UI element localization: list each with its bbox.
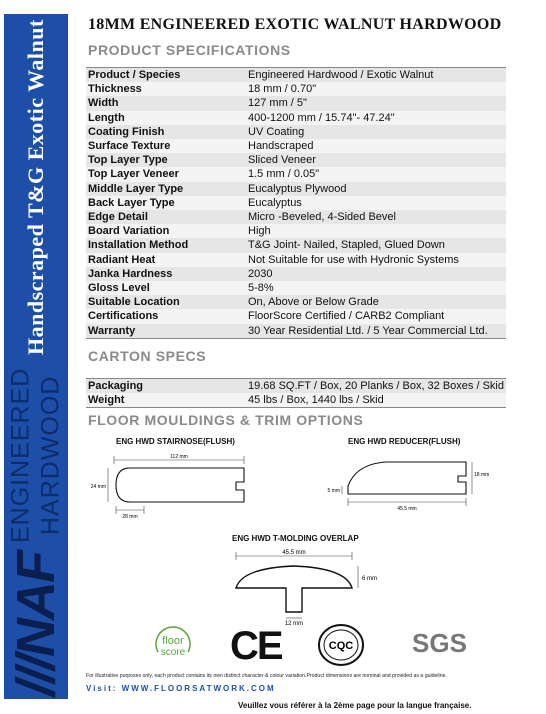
spec-label: Top Layer Type bbox=[88, 154, 168, 167]
carton-label: Packaging bbox=[88, 380, 144, 392]
spec-label: Surface Texture bbox=[88, 140, 171, 153]
carton-row bbox=[86, 393, 506, 408]
spec-value: Sliced Veneer bbox=[248, 154, 316, 167]
spec-label: Gloss Level bbox=[88, 282, 150, 295]
disclaimer-text: For illustrative purposes only, each product contains its own distinct character & colour variation.Product dimensions are nominal and provided as a guideline. bbox=[86, 673, 447, 679]
carton-label: Weight bbox=[88, 394, 125, 407]
spec-row bbox=[86, 196, 506, 210]
spec-value: Eucalyptus Plywood bbox=[248, 182, 347, 195]
spec-value: Handscraped bbox=[248, 140, 314, 153]
reducer-height-label: 18 mm bbox=[474, 472, 490, 478]
spec-row bbox=[86, 125, 506, 139]
spec-label: Certifications bbox=[88, 310, 159, 323]
reducer-title: ENG HWD REDUCER(FLUSH) bbox=[348, 437, 461, 446]
spec-row bbox=[86, 267, 506, 281]
spec-label: Radiant Heat bbox=[88, 253, 156, 266]
carton-specs-table bbox=[86, 378, 506, 408]
spec-row bbox=[86, 153, 506, 167]
carton-row bbox=[86, 379, 506, 394]
spec-row bbox=[86, 139, 506, 153]
tmolding-height-label: 6 mm bbox=[362, 576, 377, 582]
spec-value: On, Above or Below Grade bbox=[248, 296, 379, 309]
spec-label: Suitable Location bbox=[88, 296, 180, 309]
spec-label: Length bbox=[88, 111, 125, 124]
spec-value: 5-8% bbox=[248, 282, 274, 295]
floorscore-word-floor: floor bbox=[162, 635, 184, 647]
carton-specs-heading: CARTON SPECS bbox=[88, 348, 207, 364]
stairnose-width-label: 112 mm bbox=[170, 454, 188, 460]
vertical-product-title: Handscraped T&G Exotic Walnut bbox=[23, 19, 48, 355]
spec-value: T&G Joint- Nailed, Stapled, Glued Down bbox=[248, 239, 445, 252]
floorscore-logo-icon bbox=[150, 622, 196, 668]
spec-row bbox=[86, 96, 506, 110]
carton-value: 45 lbs / Box, 1440 lbs / Skid bbox=[248, 394, 384, 407]
floorscore-word-score: score bbox=[160, 647, 186, 658]
spec-value: Micro -Beveled, 4-Sided Bevel bbox=[248, 211, 396, 224]
spec-value: 30 Year Residential Ltd. / 5 Year Commercial Ltd. bbox=[248, 324, 488, 337]
spec-label: Back Layer Type bbox=[88, 196, 175, 209]
spec-row bbox=[86, 68, 506, 83]
stairnose-height-label: 24 mm bbox=[90, 484, 106, 490]
reducer-width-label: 45.5 mm bbox=[397, 506, 417, 512]
spec-label: Width bbox=[88, 97, 119, 110]
sidebar bbox=[0, 0, 78, 714]
website-link[interactable]: Visit: WWW.FLOORSATWORK.COM bbox=[86, 684, 276, 693]
spec-value: FloorScore Certified / CARB2 Compliant bbox=[248, 310, 445, 323]
spec-value: Eucalyptus bbox=[248, 196, 302, 209]
spec-row bbox=[86, 295, 506, 309]
product-specifications-table bbox=[86, 67, 506, 339]
spec-label: Warranty bbox=[88, 324, 136, 337]
spec-label: Top Layer Veneer bbox=[88, 168, 179, 181]
tmolding-title: ENG HWD T-MOLDING OVERLAP bbox=[232, 534, 359, 543]
vertical-hardwood-label: HARDWOOD bbox=[36, 375, 65, 535]
spec-label: Installation Method bbox=[88, 239, 189, 252]
spec-label: Board Variation bbox=[88, 225, 170, 238]
cqc-logo-icon bbox=[316, 622, 366, 668]
spec-row bbox=[86, 111, 506, 125]
spec-value: High bbox=[248, 225, 271, 238]
spec-row bbox=[86, 281, 506, 295]
naf-brand-logo: ///NAF bbox=[6, 552, 66, 696]
tmolding-width-label: 45.5 mm bbox=[282, 550, 306, 556]
stairnose-bottom-label: 28 mm bbox=[122, 514, 138, 520]
spec-row bbox=[86, 167, 506, 181]
spec-value: 1.5 mm / 0.05" bbox=[248, 168, 320, 181]
reducer-diagram bbox=[326, 448, 506, 520]
page-title: 18MM ENGINEERED EXOTIC WALNUT HARDWOOD bbox=[88, 16, 502, 33]
tmolding-diagram bbox=[222, 546, 392, 626]
spec-value: 400-1200 mm / 15.74"- 47.24" bbox=[248, 111, 395, 124]
spec-row bbox=[86, 82, 506, 96]
spec-label: Product / Species bbox=[88, 69, 181, 81]
reducer-edge-label: 5 mm bbox=[327, 488, 340, 494]
spec-row bbox=[86, 182, 506, 196]
carton-value: 19.68 SQ.FT / Box, 20 Planks / Box, 32 Boxes / Skid bbox=[248, 380, 504, 392]
spec-label: Thickness bbox=[88, 83, 142, 96]
spec-row bbox=[86, 324, 506, 339]
spec-row bbox=[86, 238, 506, 252]
french-language-note: Veuillez vous référer à la 2ème page pour la langue française. bbox=[238, 701, 472, 710]
vertical-engineered-label: ENGINEERED bbox=[6, 367, 35, 543]
spec-row bbox=[86, 309, 506, 323]
spec-value: 18 mm / 0.70" bbox=[248, 83, 317, 96]
spec-row bbox=[86, 210, 506, 224]
floor-mouldings-heading: FLOOR MOULDINGS & TRIM OPTIONS bbox=[88, 412, 364, 428]
spec-row bbox=[86, 224, 506, 238]
sgs-logo-icon: SGS bbox=[412, 628, 467, 658]
spec-label: Janka Hardness bbox=[88, 267, 173, 280]
ce-mark-icon: CE bbox=[230, 624, 282, 668]
stairnose-title: ENG HWD STAIRNOSE(FLUSH) bbox=[116, 437, 235, 446]
spec-value: 127 mm / 5" bbox=[248, 97, 307, 110]
tmolding-stem-label: 12 mm bbox=[284, 621, 304, 627]
spec-label: Edge Detail bbox=[88, 211, 148, 224]
spec-label: Coating Finish bbox=[88, 125, 165, 138]
stairnose-diagram bbox=[90, 448, 274, 526]
spec-value: Engineered Hardwood / Exotic Walnut bbox=[248, 69, 434, 81]
spec-value: UV Coating bbox=[248, 125, 305, 138]
product-specifications-heading: PRODUCT SPECIFICATIONS bbox=[88, 42, 291, 58]
spec-value: 2030 bbox=[248, 267, 273, 280]
spec-label: Middle Layer Type bbox=[88, 182, 184, 195]
spec-row bbox=[86, 253, 506, 267]
cqc-text: CQC bbox=[328, 640, 354, 652]
spec-value: Not Suitable for use with Hydronic Systems bbox=[248, 253, 459, 266]
